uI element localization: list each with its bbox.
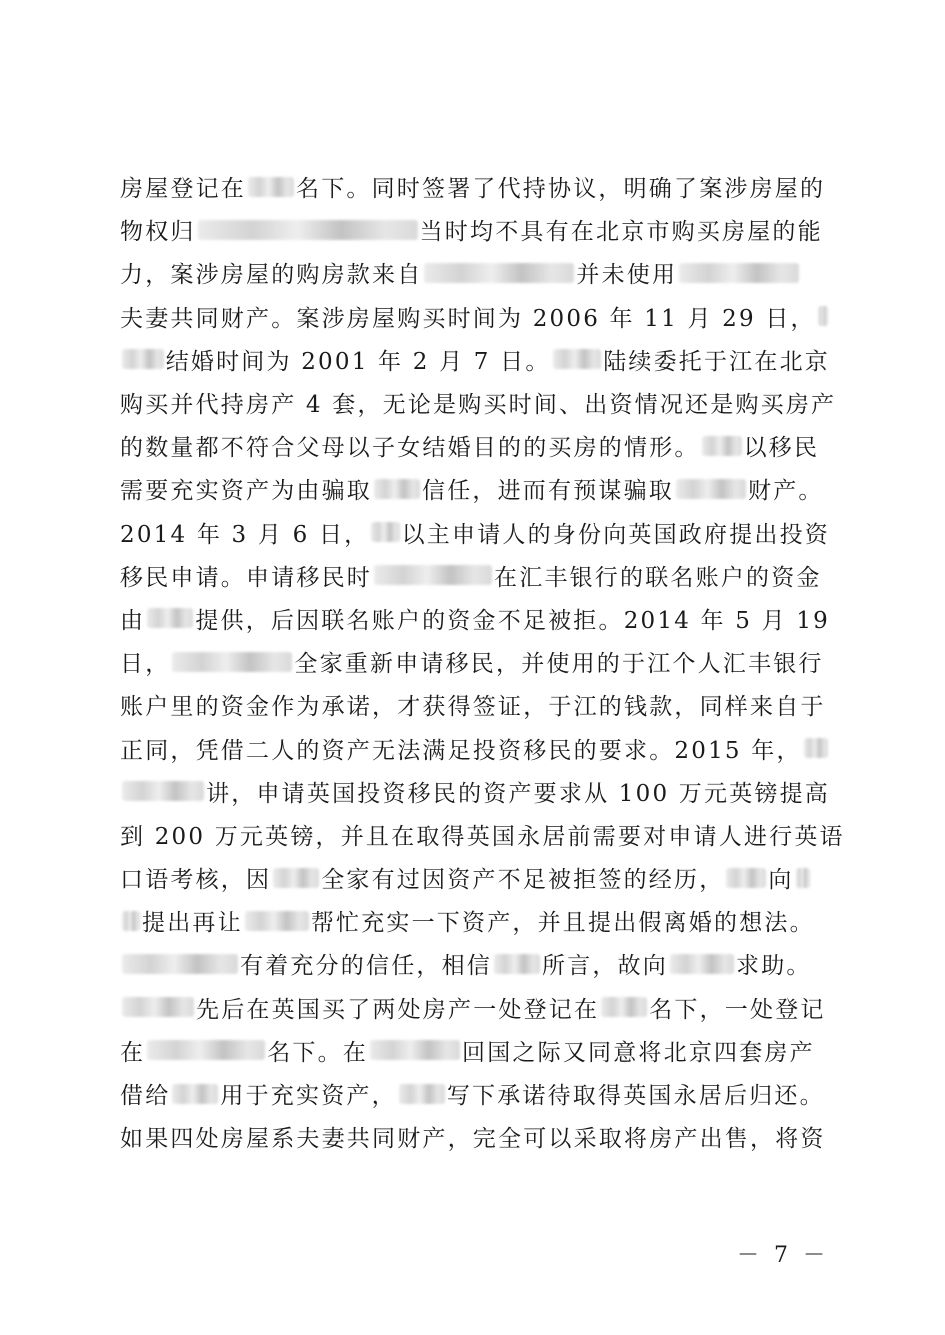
text-line — [120, 942, 830, 985]
text-line — [120, 424, 830, 467]
text-segment: 力，案涉房屋的购房款来自 — [120, 262, 423, 289]
redacted-name — [172, 652, 292, 672]
text-line — [120, 554, 830, 597]
text-line — [120, 467, 830, 510]
text-segment: 由 — [120, 607, 146, 634]
text-segment: 口语考核，因 — [120, 867, 272, 894]
text-segment: 购买并代持房产 4 套，无论是购买时间、出资情况还是购买房产 — [120, 392, 837, 419]
text-line — [120, 1115, 830, 1158]
redacted-name — [399, 1084, 445, 1104]
text-line — [120, 899, 830, 942]
redacted-name — [273, 868, 319, 888]
text-segment: 房屋登记在 — [120, 176, 246, 203]
redacted-name — [796, 868, 810, 888]
redacted-name — [679, 263, 799, 283]
text-segment: 名下，一处登记 — [649, 996, 826, 1023]
text-segment: 全家重新申请移民，并使用的于江个人汇丰银行 — [294, 651, 824, 678]
redacted-name — [248, 177, 294, 197]
redacted-name — [122, 349, 164, 369]
text-line — [120, 208, 830, 251]
redacted-name — [370, 1040, 460, 1060]
text-line — [120, 726, 830, 769]
redacted-name — [804, 738, 828, 758]
text-segment: 以移民 — [743, 435, 820, 462]
redacted-name — [122, 997, 194, 1017]
text-line — [120, 295, 830, 338]
redacted-name — [245, 911, 309, 931]
text-segment: 全家有过因资产不足被拒签的经历， — [321, 867, 725, 894]
text-segment: 并未使用 — [576, 262, 678, 289]
body-text — [120, 165, 845, 1158]
text-line — [120, 986, 830, 1029]
text-segment: 先后在英国买了两处房产一处登记在 — [196, 996, 600, 1023]
redacted-name — [122, 911, 140, 931]
redacted-name — [494, 954, 540, 974]
text-segment: 在 — [120, 1039, 146, 1066]
redacted-name — [122, 954, 238, 974]
text-line — [120, 1029, 830, 1072]
text-segment: 写下承诺待取得英国永居后归还。 — [446, 1083, 825, 1110]
text-segment: 需要充实资产为由骗取 — [120, 478, 372, 505]
text-line — [120, 597, 830, 640]
text-segment: 移民申请。申请移民时 — [120, 564, 372, 591]
text-segment: 以主申请人的身份向英国政府提出投资 — [401, 521, 830, 548]
text-line — [120, 165, 830, 208]
text-segment: 账户里的资金作为承诺，才获得签证，于江的钱款，同样来自于 — [120, 694, 826, 721]
text-segment: 回国之际又同意将北京四套房产 — [462, 1039, 815, 1066]
redacted-name — [424, 263, 574, 283]
text-segment: 向 — [768, 867, 794, 894]
text-segment: 财产。 — [748, 478, 824, 505]
redacted-name — [818, 306, 828, 326]
text-segment: 所言，故向 — [542, 953, 668, 980]
text-segment: 提出再让 — [142, 910, 243, 937]
text-line — [120, 683, 830, 726]
text-segment: 有着充分的信任，相信 — [240, 953, 492, 980]
text-segment: 名下。同时签署了代持协议，明确了案涉房屋的 — [296, 176, 826, 203]
redacted-name — [147, 1040, 265, 1060]
redacted-name — [374, 565, 492, 585]
redacted-name — [553, 349, 602, 369]
redacted-name — [374, 479, 420, 499]
text-segment: 日， — [120, 651, 171, 678]
redacted-name — [172, 1084, 218, 1104]
redacted-name — [198, 220, 418, 240]
text-line — [120, 251, 830, 294]
text-segment: 在汇丰银行的联名账户的资金 — [494, 564, 822, 591]
text-segment: 用于充实资产， — [220, 1083, 397, 1110]
text-line — [120, 381, 837, 424]
text-segment: 借给 — [120, 1083, 171, 1110]
text-line — [120, 338, 830, 381]
text-line — [120, 770, 830, 813]
redacted-name — [726, 868, 766, 888]
redacted-name — [676, 479, 746, 499]
text-segment: 的数量都不符合父母以子女结婚目的的买房的情形。 — [120, 435, 700, 462]
redacted-name — [122, 781, 204, 801]
text-segment: 陆续委托于江在北京 — [603, 348, 830, 375]
redacted-name — [670, 954, 734, 974]
redacted-name — [147, 608, 193, 628]
text-segment: 结婚时间为 2001 年 2 月 7 日。 — [165, 348, 551, 375]
text-segment: 信任，进而有预谋骗取 — [422, 478, 674, 505]
text-segment: 提供，后因联名账户的资金不足被拒。2014 年 5 月 19 — [195, 607, 830, 634]
text-segment: 到 200 万元英镑，并且在取得英国永居前需要对申请人进行英语 — [120, 823, 845, 850]
redacted-name — [702, 436, 742, 456]
text-segment: 当时均不具有在北京市购买房屋的能 — [419, 219, 823, 246]
text-segment: 求助。 — [736, 953, 812, 980]
text-segment: 如果四处房屋系夫妻共同财产，完全可以采取将房产出售，将资 — [120, 1126, 826, 1153]
text-line — [120, 1072, 830, 1115]
text-segment: 名下。在 — [267, 1039, 369, 1066]
text-line — [120, 640, 830, 683]
text-segment: 讲，申请英国投资移民的资产要求从 100 万元英镑提高 — [206, 780, 830, 807]
text-segment: 物权归 — [120, 219, 196, 246]
text-segment: 正同，凭借二人的资产无法满足投资移民的要求。2015 年， — [120, 737, 802, 764]
text-line — [120, 813, 845, 856]
text-segment: 夫妻共同财产。案涉房屋购买时间为 2006 年 11 月 29 日， — [120, 305, 816, 332]
text-segment: 2014 年 3 月 6 日， — [120, 521, 370, 548]
text-line — [120, 856, 830, 899]
redacted-name — [601, 997, 647, 1017]
text-segment: 帮忙充实一下资产，并且提出假离婚的想法。 — [310, 910, 815, 937]
text-line — [120, 511, 830, 554]
page-number: － 7 － — [737, 1243, 829, 1268]
redacted-name — [371, 522, 399, 542]
